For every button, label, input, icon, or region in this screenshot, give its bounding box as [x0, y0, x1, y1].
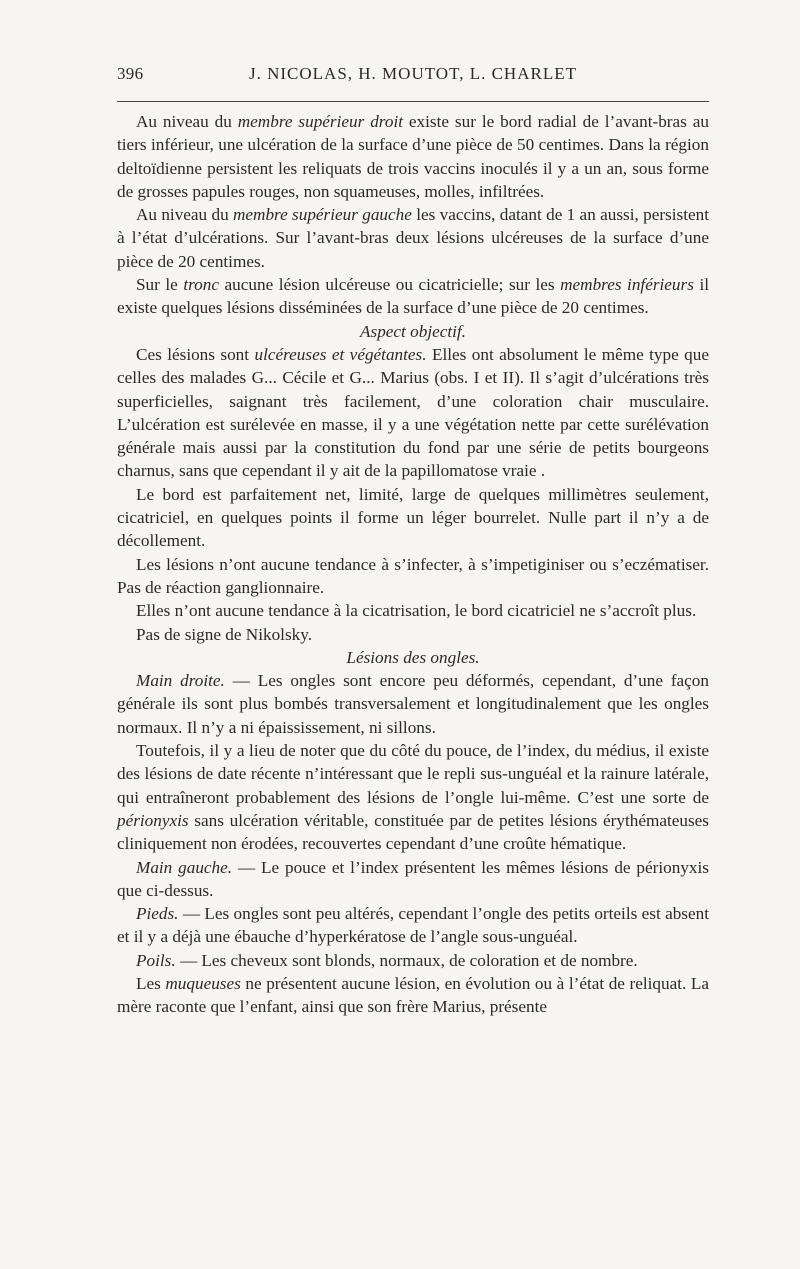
paragraph	[117, 273, 709, 320]
text: Au niveau du	[136, 205, 233, 225]
paragraph	[117, 902, 709, 949]
text: il existe quelques lésions disséminées de la surface d’une pièce de 20 centimes.	[117, 275, 709, 318]
page-number: 396	[117, 64, 144, 83]
italic-text: Main droite.	[136, 671, 225, 691]
italic-text: muqueuses	[165, 973, 241, 993]
text: Sur le	[136, 275, 184, 295]
text: — Les ongles sont peu altérés, cependant l’ongle des petits orteils est absent et il y a déjà une ébauche d’hyperkératose de l’angle sous-unguéal.	[117, 904, 709, 947]
text: — Les cheveux sont blonds, normaux, de coloration et de nombre.	[175, 950, 638, 970]
section-heading-aspect: Aspect objectif.	[360, 321, 466, 341]
text: Au niveau du	[136, 112, 238, 131]
body-text	[117, 110, 709, 1019]
text: — Le pouce et l’index présentent les mêmes lésions de périonyxis que ci-dessus.	[117, 857, 709, 900]
paragraph	[117, 110, 709, 203]
paragraph	[117, 343, 709, 483]
italic-text: membre supérieur gauche	[232, 205, 412, 225]
paragraph	[117, 972, 709, 1019]
paragraph	[117, 949, 709, 972]
text: Elles ont absolument le même type que celles des malades G... Cécile et G... Marius (obs. I et II). Il s’agit d’ulcérations très superficielles, saignant très facilement, d’une coloration chair musculaire. L’ulcération est surélevée en masse, il y a une végétation nette par cette surélévation générale mais aussi par la constitution du fond par une série de petits bourgeons charnus, sans que cependant il y ait de la papillomatose vraie .	[117, 344, 709, 481]
text: Les	[136, 973, 166, 993]
paragraph	[117, 203, 709, 273]
paragraph: Le bord est parfaitement net, limité, large de quelques millimètres seulement, cicatriciel, en quelques points il forme un léger bourrelet. Nulle part il n’y a de décollement.	[117, 484, 709, 551]
paragraph: Elles n’ont aucune tendance à la cicatrisation, le bord cicatriciel ne s’accroît plus.	[136, 601, 697, 621]
paragraph	[117, 739, 709, 855]
header-rule	[117, 101, 709, 102]
paragraph: Les lésions n’ont aucune tendance à s’infecter, à s’impetiginiser ou s’eczématiser. Pas de réaction ganglionnaire.	[117, 554, 709, 597]
text: Ces lésions sont	[136, 344, 255, 364]
italic-text: Pieds.	[136, 904, 179, 924]
text: sans ulcération véritable, constituée par de petites lésions érythémateuses cliniquement non érodées, recouvertes cependant d’une croûte hématique.	[117, 810, 709, 854]
text: les vaccins, datant de 1 an aussi, persistent à l’état d’ulcérations. Sur l’avant-bras deux lésions ulcéreuses de la surface d’une pièce de 20 centimes.	[117, 205, 709, 271]
text: aucune lésion ulcéreuse ou cicatricielle; sur les	[219, 275, 561, 295]
section-heading-ongles: Lésions des ongles.	[346, 647, 480, 667]
text: existe sur le bord radial de l’avant-bras au tiers inférieur, une ulcération de la surface d’une pièce de 50 centimes. Dans la région deltoïdienne persistent les reliquats de trois vaccins inoculés il y a un an, sous forme de grosses papules rouges, non squameuses, molles, infiltrées.	[117, 112, 709, 201]
italic-text: périonyxis	[117, 810, 189, 830]
paragraph	[117, 669, 709, 739]
paragraph	[117, 856, 709, 903]
italic-text: membre supérieur droit	[237, 112, 403, 131]
running-head-authors: J. NICOLAS, H. MOUTOT, L. CHARLET	[249, 64, 577, 83]
paragraph: Pas de signe de Nikolsky.	[136, 624, 312, 644]
italic-text: tronc	[183, 275, 220, 295]
italic-text: Main gauche.	[136, 857, 233, 877]
italic-text: membres inférieurs	[560, 275, 694, 295]
italic-text: ulcéreuses et végétantes.	[254, 344, 427, 364]
text: Toutefois, il y a lieu de noter que du côté du pouce, de l’index, du médius, il existe des lésions de date récente n’intéressant que le repli sus-unguéal et la rainure latérale, qui entraîneront probablement des lésions de l’ongle lui-même. C’est une sorte de	[117, 741, 709, 807]
italic-text: Poils.	[136, 950, 176, 970]
text: ne présentent aucune lésion, en évolution ou à l’état de reliquat. La mère raconte que l’enfant, ainsi que son frère Marius, présente	[117, 973, 709, 1017]
text: — Les ongles sont encore peu déformés, cependant, d’une façon générale ils sont plus bombés transversalement et longitudinalement que les ongles normaux. Il n’y a ni épaississement, ni sillons.	[117, 671, 709, 737]
